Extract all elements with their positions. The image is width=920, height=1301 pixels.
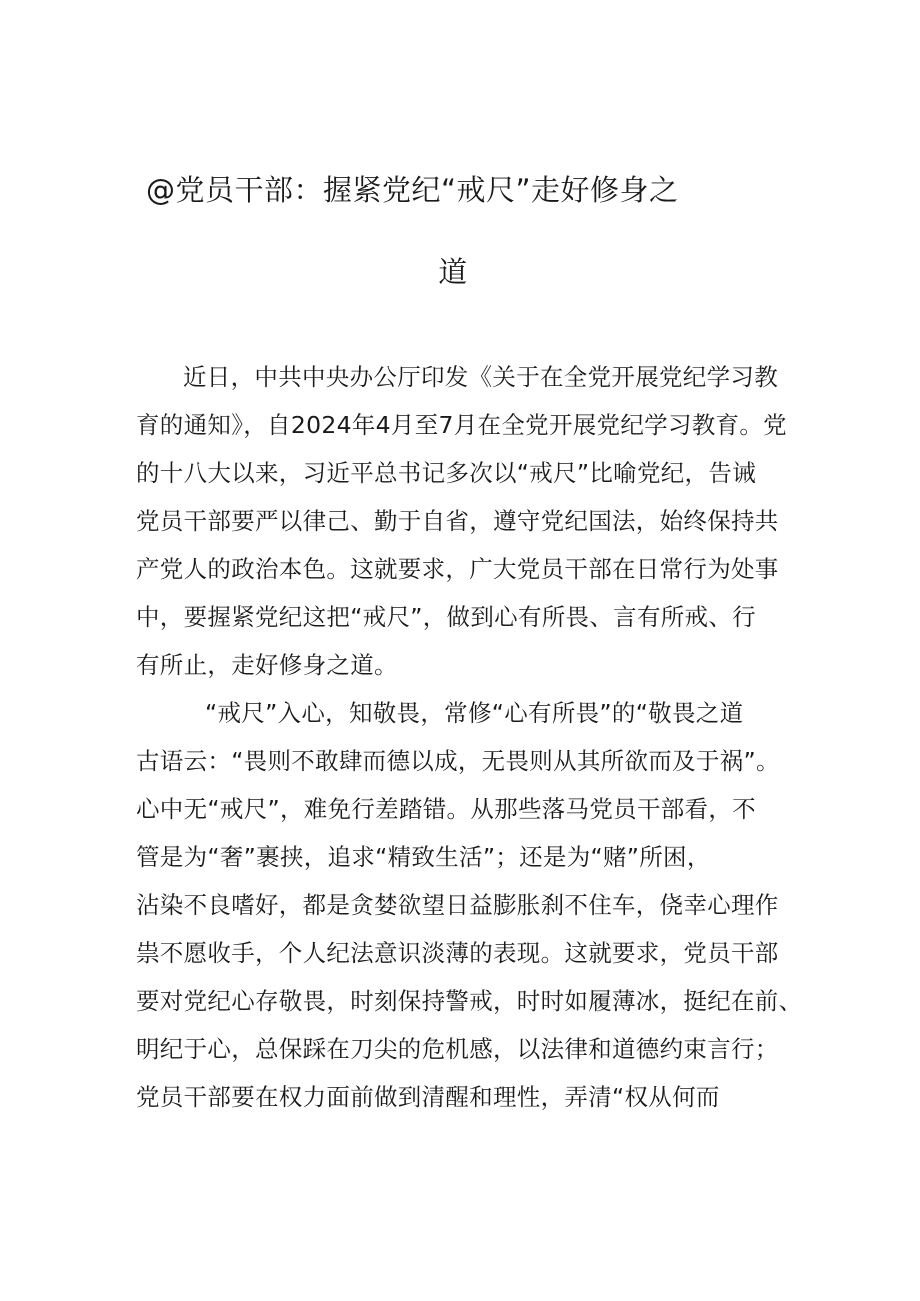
paragraph-2-line-5: 沾染不良嗜好，都是贪婪欲望日益膨胀刹不住车，侥幸心理作: [136, 891, 779, 919]
paragraph-2-line-3: 心中无“戒尺”，难免行差踏错。从那些落马党员干部看，不: [136, 795, 756, 823]
paragraph-1-line-7: 有所止，走好修身之道。: [136, 651, 398, 679]
paragraph-2-line-7: 要对党纪心存敬畏，时刻保持警戒，时时如履薄冰，挺纪在前、: [136, 987, 803, 1015]
paragraph-2-line-2: 古语云：“畏则不敢肆而德以成，无畏则从其所欲而及于祸”。: [136, 747, 780, 775]
paragraph-1-line-2: 育的通知》，自2024年4月至7月在全党开展党纪学习教育。党: [136, 411, 787, 439]
paragraph-2-line-8: 明纪于心，总保踩在刀尖的危机感，以法律和道德约束言行；: [136, 1035, 779, 1063]
paragraph-1-line-1: 近日，中共中央办公厅印发《关于在全党开展党纪学习教: [183, 363, 778, 391]
paragraph-1-line-4: 党员干部要严以律己、勤于自省，遵守党纪国法，始终保持共: [136, 507, 779, 535]
paragraph-2-line-9: 党员干部要在权力面前做到清醒和理性，弄清“权从何而: [136, 1083, 720, 1111]
paragraph-2-line-6: 祟不愿收手，个人纪法意识淡薄的表现。这就要求，党员干部: [136, 939, 779, 967]
paragraph-1-line-6: 中，要握紧党纪这把“戒尺”，做到心有所畏、言有所戒、行: [136, 603, 756, 631]
paragraph-2-line-1: “戒尺”入心，知敬畏，常修“心有所畏”的“敬畏之道: [205, 699, 744, 727]
document-title-line-1: @党员干部：握紧党纪“戒尺”走好修身之: [146, 173, 679, 207]
paragraph-1-line-3: 的十八大以来，习近平总书记多次以“戒尺”比喻党纪，告诫: [136, 459, 756, 487]
paragraph-2-line-4: 管是为“奢”裹挟，追求“精致生活”；还是为“赌”所困，: [136, 843, 711, 871]
document-title-line-2: 道: [438, 255, 468, 289]
paragraph-1-line-5: 产党人的政治本色。这就要求，广大党员干部在日常行为处事: [136, 555, 779, 583]
